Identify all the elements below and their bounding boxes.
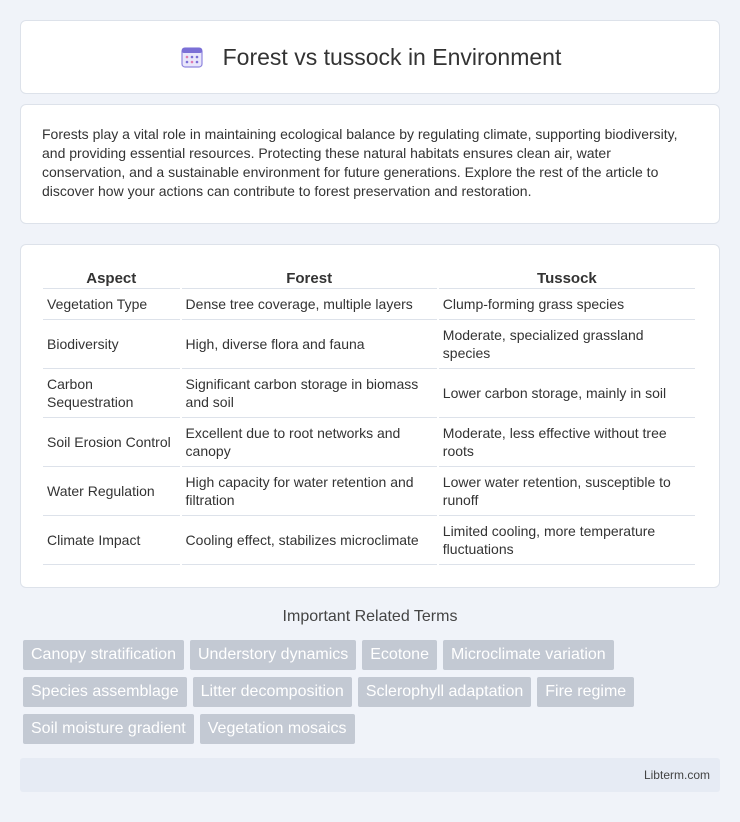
calendar-icon (179, 44, 205, 70)
header-forest: Forest (182, 267, 437, 289)
header-aspect: Aspect (43, 267, 180, 289)
table-cell: Lower water retention, susceptible to runoff (439, 467, 695, 516)
tag-ecotone[interactable]: Ecotone (362, 640, 437, 670)
header-card (20, 20, 720, 94)
table-cell: Clump-forming grass species (439, 289, 695, 320)
table-header-row (43, 267, 695, 289)
table-cell: Vegetation Type (43, 289, 180, 320)
table-cell: Moderate, less effective without tree roots (439, 418, 695, 467)
intro-card (20, 104, 720, 224)
table-row (43, 289, 695, 320)
table-cell: Cooling effect, stabilizes microclimate (182, 516, 437, 565)
table-cell: Biodiversity (43, 320, 180, 369)
tag-canopy-stratification[interactable]: Canopy stratification (23, 640, 184, 670)
table-cell: Carbon Sequestration (43, 369, 180, 418)
table-cell: Lower carbon storage, mainly in soil (439, 369, 695, 418)
related-terms-title: Important Related Terms (282, 608, 458, 625)
footer (20, 758, 720, 792)
table-cell: Dense tree coverage, multiple layers (182, 289, 437, 320)
tag-soil-moisture-gradient[interactable]: Soil moisture gradient (23, 714, 194, 744)
tag-vegetation-mosaics[interactable]: Vegetation mosaics (200, 714, 355, 744)
table-row (43, 320, 695, 369)
table-cell: Climate Impact (43, 516, 180, 565)
comparison-table (41, 267, 697, 565)
table-row (43, 418, 695, 467)
tag-species-assemblage[interactable]: Species assemblage (23, 677, 187, 707)
table-row (43, 369, 695, 418)
title-wrap (179, 44, 562, 71)
table-cell: Excellent due to root networks and canopy (182, 418, 437, 467)
tag-row (23, 677, 723, 707)
table-row (43, 516, 695, 565)
table-cell: Significant carbon storage in biomass and soil (182, 369, 437, 418)
table-cell: Moderate, specialized grassland species (439, 320, 695, 369)
footer-site-link[interactable]: Libterm.com (643, 768, 710, 782)
table-cell: Soil Erosion Control (43, 418, 180, 467)
tag-row (23, 714, 723, 744)
tag-litter-decomposition[interactable]: Litter decomposition (193, 677, 352, 707)
tag-sclerophyll-adaptation[interactable]: Sclerophyll adaptation (358, 677, 531, 707)
intro-text: Forests play a vital role in maintaining ecological balance by regulating climate, supporting biodiversity, and providing essential resources. Protecting these natural habitats ensures clean air, water conservation, and a sustainable environment for future generations. Explore the rest of the article to discover how your actions can contribute to forest preservation and restoration. (42, 126, 678, 199)
table-cell: High capacity for water retention and filtration (182, 467, 437, 516)
tag-microclimate-variation[interactable]: Microclimate variation (443, 640, 614, 670)
tag-row (23, 640, 723, 670)
tag-understory-dynamics[interactable]: Understory dynamics (190, 640, 356, 670)
header-tussock: Tussock (439, 267, 695, 289)
table-cell: Water Regulation (43, 467, 180, 516)
table-cell: High, diverse flora and fauna (182, 320, 437, 369)
comparison-table-card (20, 244, 720, 588)
table-row (43, 467, 695, 516)
table-cell: Limited cooling, more temperature fluctuations (439, 516, 695, 565)
tag-fire-regime[interactable]: Fire regime (537, 677, 634, 707)
page-title: Forest vs tussock in Environment (222, 43, 562, 70)
related-terms-tags (23, 640, 723, 751)
